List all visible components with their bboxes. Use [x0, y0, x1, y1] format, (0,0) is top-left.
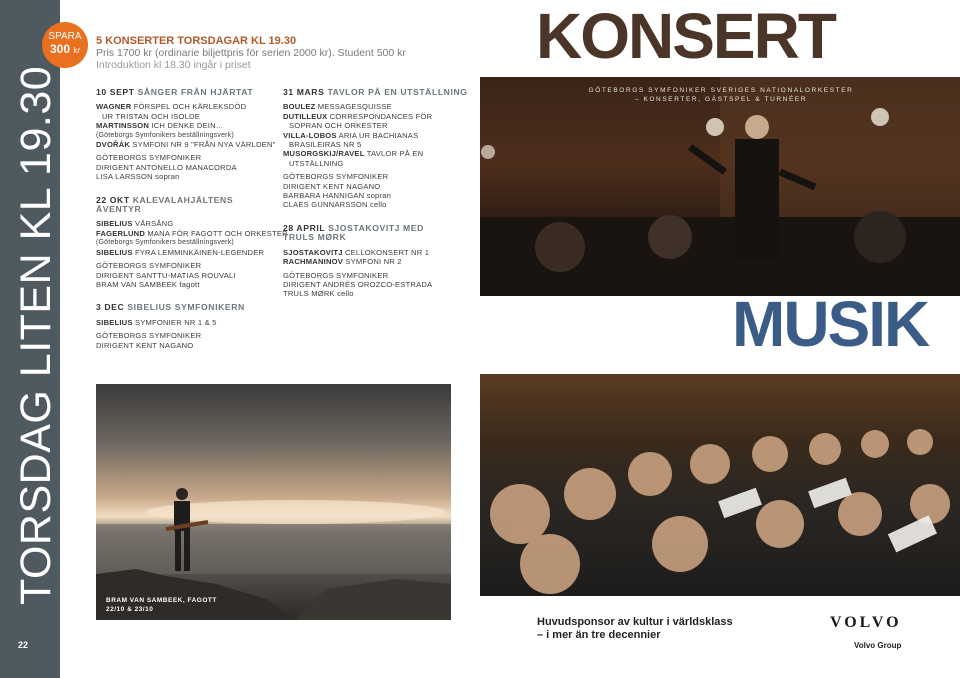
work: CELLOKONSERT NR 1 — [344, 247, 430, 257]
work: SYMFONIER NR 1 & 5 — [134, 317, 217, 327]
commission-note: (Göteborgs Symfonikers beställningsverk) — [96, 131, 234, 139]
performer: GÖTEBORGS SYMFONIKER — [96, 331, 202, 341]
work: VÅRSÅNG — [134, 219, 174, 229]
performer: DIRIGENT SANTTU-MATIAS ROUVALI — [96, 270, 236, 280]
event-title: SIBELIUS SYMFONIKERN — [127, 302, 245, 313]
work: UR TRISTAN OCH ISOLDE — [102, 111, 201, 121]
photo-orchestra-conductor — [480, 77, 960, 296]
performer: LISA LARSSON sopran — [96, 172, 180, 182]
composer: SIBELIUS — [96, 219, 133, 229]
performer: DIRIGENT ANDRÉS OROZCO-ESTRADA — [283, 279, 433, 289]
composer: DUTILLEUX — [283, 111, 328, 121]
event-31-mars — [283, 88, 468, 210]
event-date: 10 SEPT — [96, 87, 135, 97]
performer: BARBARA HANNIGAN sopran — [283, 191, 391, 201]
event-22-okt — [96, 194, 288, 290]
commission-note: (Göteborgs Symfonikers beställningsverk) — [96, 239, 234, 247]
composer: MUSORGSKIJ/RAVEL — [283, 149, 365, 159]
konsert-title: KONSERT — [536, 0, 835, 72]
performer: GÖTEBORGS SYMFONIKER — [96, 261, 202, 271]
photo-caption-name: BRAM VAN SAMBEEK, FAGOTT — [106, 597, 217, 604]
work: FYRA LEMMINKÄINEN-LEGENDER — [134, 247, 265, 257]
sponsor-text — [537, 616, 733, 642]
performer: CLAES GUNNARSSON cello — [283, 200, 387, 210]
photo-choir — [480, 374, 960, 596]
work: ICH DENKE DEIN… — [151, 121, 224, 131]
performer: TRULS MØRK cello — [283, 289, 354, 299]
composer: FAGERLUND — [96, 228, 146, 238]
orchestra-scene — [480, 77, 960, 296]
sidebar-title: TORSDAG LITEN KL 19.30 — [12, 65, 60, 605]
sidebar — [0, 0, 60, 678]
performer: BRAM VAN SAMBEEK fagott — [96, 279, 200, 289]
event-date: 22 OKT — [96, 194, 130, 205]
performer: GÖTEBORGS SYMFONIKER — [283, 270, 389, 280]
photo-bassoonist-sunset — [96, 384, 451, 620]
composer: WAGNER — [96, 102, 132, 112]
event-date: 3 DEC — [96, 302, 125, 313]
badge-unit: kr — [73, 46, 81, 55]
work: MANA FÖR FAGOTT OCH ORKESTER — [147, 228, 288, 238]
event-3-dec — [96, 303, 276, 350]
performer: DIRIGENT KENT NAGANO — [96, 340, 194, 350]
event-10-sept — [96, 88, 276, 182]
event-title: SJOSTAKOVITJ MED TRULS MØRK — [283, 222, 424, 243]
series-heading: 5 KONSERTER TORSDAGAR KL 19.30 — [96, 35, 297, 47]
composer: SJOSTAKOVITJ — [283, 247, 343, 257]
series-price: Pris 1700 kr (ordinarie biljettpris för serien 2000 kr). Student 500 kr — [96, 47, 406, 59]
work: FÖRSPEL OCH KÄRLEKSDÖD — [133, 102, 247, 112]
event-date: 28 APRIL — [283, 222, 326, 233]
choir-scene — [480, 374, 960, 596]
sponsor-line1: Huvudsponsor av kultur i världsklass — [537, 616, 733, 628]
work: SYMFONI NR 2 — [345, 257, 402, 267]
work: BRASILEIRAS NR 5 — [289, 140, 362, 150]
work: SOPRAN OCH ORKESTER — [289, 121, 388, 131]
composer: VILLA-LOBOS — [283, 130, 337, 140]
composer: SIBELIUS — [96, 247, 133, 257]
sponsor-line2: – i mer än tre decennier — [537, 629, 661, 641]
work: UTSTÄLLNING — [289, 158, 344, 168]
performer: GÖTEBORGS SYMFONIKER — [283, 172, 389, 182]
savings-badge — [42, 22, 88, 68]
event-title: SÅNGER FRÅN HJÄRTAT — [137, 87, 254, 97]
sunset-scene — [96, 384, 451, 620]
series-introduction: Introduktion kl 18.30 ingår i priset — [96, 59, 251, 71]
musik-title: MUSIK — [732, 288, 929, 360]
work: MESSAGESQUISSE — [317, 102, 392, 112]
work: TAVLOR PÅ EN — [366, 149, 424, 159]
program-column-left — [96, 87, 288, 360]
work: ARIA UR BACHIANAS — [338, 130, 419, 140]
volvo-group-text: Volvo Group — [854, 641, 902, 650]
performer: DIRIGENT ANTONELLO MANACORDA — [96, 162, 237, 172]
badge-label: SPARA — [48, 31, 82, 42]
program-column-right — [283, 88, 468, 309]
page-number: 22 — [18, 640, 29, 650]
volvo-logo: VOLVO — [830, 614, 902, 631]
work: SYMFONI NR 9 "FRÅN NYA VÄRLDEN" — [132, 140, 276, 150]
work: CORRESPONDANCES FÖR — [329, 111, 433, 121]
composer: SIBELIUS — [96, 317, 133, 327]
performer: GÖTEBORGS SYMFONIKER — [96, 153, 202, 163]
composer: DVOŘÁK — [96, 140, 131, 150]
badge-amount: 300 — [49, 42, 70, 56]
photo-caption-dates: 22/10 & 23/10 — [106, 605, 154, 613]
event-title: KALEVALAHJÄLTENS ÄVENTYR — [96, 194, 234, 215]
composer: RACHMANINOV — [283, 257, 343, 267]
event-28-april — [283, 224, 468, 299]
series-intro — [96, 35, 406, 71]
performer: DIRIGENT KENT NAGANO — [283, 181, 381, 191]
composer: BOULEZ — [283, 102, 316, 112]
orchestra-caption: GÖTEBORGS SYMFONIKER SVERIGES NATIONALORKESTER – KONSERTER, GÄSTSPEL & TURNÉER — [588, 87, 854, 103]
event-title: TAVLOR PÅ EN UTSTÄLLNING — [327, 87, 468, 97]
composer: MARTINSSON — [96, 121, 150, 131]
event-date: 31 MARS — [283, 87, 325, 97]
